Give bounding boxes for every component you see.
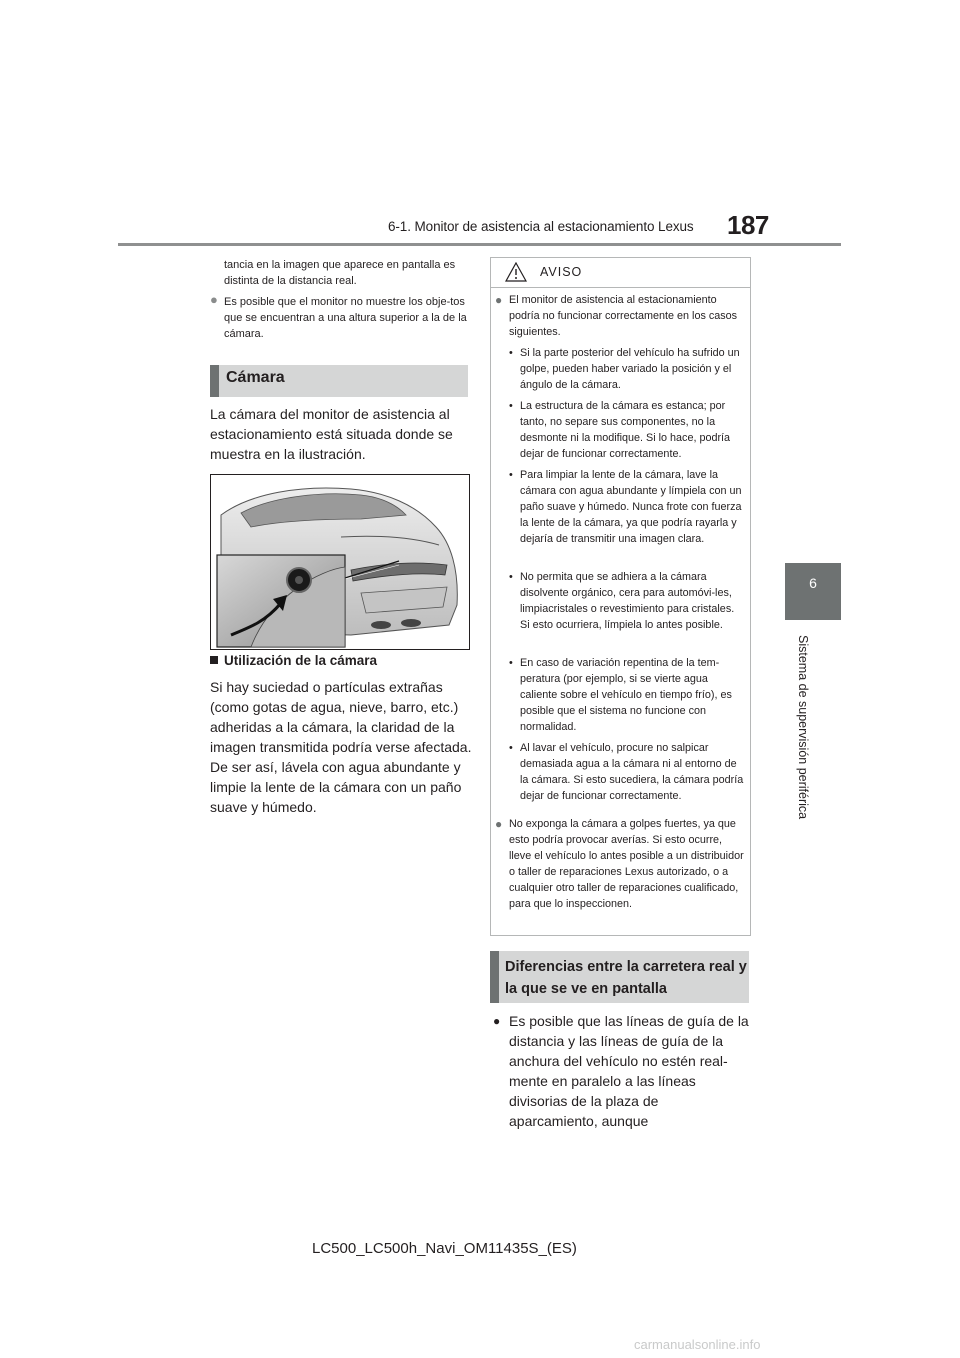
document-code: LC500_LC500h_Navi_OM11435S_(ES) <box>312 1240 577 1257</box>
warning-title: AVISO <box>540 265 583 279</box>
sub-bullet-icon: • <box>509 347 513 359</box>
square-bullet-icon <box>210 656 218 664</box>
warning-item: Si la parte posterior del vehículo ha sufrido un golpe, pueden haber variado la posición y el ángulo de la cámara. <box>520 347 740 391</box>
warning-bullet-1: El monitor de asistencia al estacionamiento podría no funcionar correctamente en los casos siguientes. <box>509 294 738 338</box>
section-header-accent <box>490 951 499 1003</box>
circle-bullet-icon: ● <box>210 292 218 307</box>
warning-bullet-2: No exponga la cámara a golpes fuertes, ya que esto podría provocar averías. Si esto ocurre, lleve el vehículo lo antes posible a un distribuidor o taller de reparaciones Lexus autorizado, o a cualquier otro taller de reparaciones cualificado, para que lo inspeccionen. <box>509 818 744 910</box>
page-number: 187 <box>727 210 769 240</box>
circle-bullet-icon: ● <box>495 293 503 307</box>
warning-title-rule <box>491 287 750 288</box>
chapter-number: 6 <box>809 575 817 591</box>
circle-bullet-icon: ● <box>493 1014 501 1028</box>
warning-triangle-icon <box>505 262 527 287</box>
sub-bullet-icon: • <box>509 469 513 481</box>
sub-bullet-icon: • <box>509 742 513 754</box>
circle-bullet-icon: ● <box>495 817 503 831</box>
warning-item: En caso de variación repentina de la tem-peratura (por ejemplo, si se vierte agua caliente sobre el vehículo en tiempo frío), es posible que el sistema no funcione con normalidad. <box>520 657 732 733</box>
differences-bullet-text: Es posible que las líneas de guía de la distancia y las líneas de guía de la anchura del vehículo no estén real-mente en paralelo a las líneas divisorias de la plaza de aparcamiento, aunque <box>509 1013 749 1129</box>
sub-bullet-icon: • <box>509 657 513 669</box>
warning-item: No permita que se adhiera a la cámara disolvente orgánico, cera para automóvi-les, limpiacristales o revestimiento para cristales. Si esto ocurriera, límpiela lo antes posible. <box>520 571 735 631</box>
subheading-text: Utilización de la cámara <box>224 653 378 668</box>
section-title-camera: Cámara <box>226 369 285 386</box>
sub-bullet-icon: • <box>509 571 513 583</box>
subheading-camera-usage <box>210 653 377 668</box>
header-rule <box>118 243 841 246</box>
watermark: carmanualsonline.info <box>634 1337 761 1352</box>
running-header-section: 6-1. Monitor de asistencia al estacionamiento Lexus <box>388 219 694 234</box>
section-title-differences: Diferencias entre la carretera real y la que se ve en pantalla <box>505 959 747 997</box>
warning-item: Al lavar el vehículo, procure no salpicar demasiada agua a la cámara ni al entorno de la cámara. Si esto sucediera, la cámara podría dejar de funcionar correctamente. <box>520 742 744 802</box>
camera-location-illustration <box>210 474 470 650</box>
camera-paragraph: La cámara del monitor de asistencia al estacionamiento está situada donde se muestra en la ilustración. <box>210 406 453 462</box>
car-rear-illustration <box>211 475 469 649</box>
sub-bullet-icon: • <box>509 400 513 412</box>
section-header-accent <box>210 365 219 397</box>
warning-item: Para limpiar la lente de la cámara, lave la cámara con agua abundante y límpiela con un paño suave y húmedo. Nunca frote con fuerza la lente de la cámara, ya que podría rayarla y dejaría de transmitir una imagen clara. <box>520 469 742 545</box>
bullet-text: Es posible que el monitor no muestre los obje-tos que se encuentran a una altura superior a la de la cámara. <box>224 296 467 340</box>
chapter-title: Sistema de supervisión periférica <box>796 635 810 820</box>
chapter-tab <box>785 563 841 620</box>
usage-paragraph: Si hay suciedad o partículas extrañas (como gotas de agua, nieve, barro, etc.) adheridas a la cámara, la claridad de la imagen transmitida podría verse afectada. De ser así, lávela con agua abundante y limpie la lente de la cámara con un paño suave y húmedo. <box>210 679 472 815</box>
continued-paragraph: tancia en la imagen que aparece en pantalla es distinta de la distancia real. <box>224 259 456 287</box>
warning-item: La estructura de la cámara es estanca; por tanto, no separe sus componentes, no la desmonte ni la modifique. Si lo hace, podría dejar de funcionar correctamente. <box>520 400 731 460</box>
